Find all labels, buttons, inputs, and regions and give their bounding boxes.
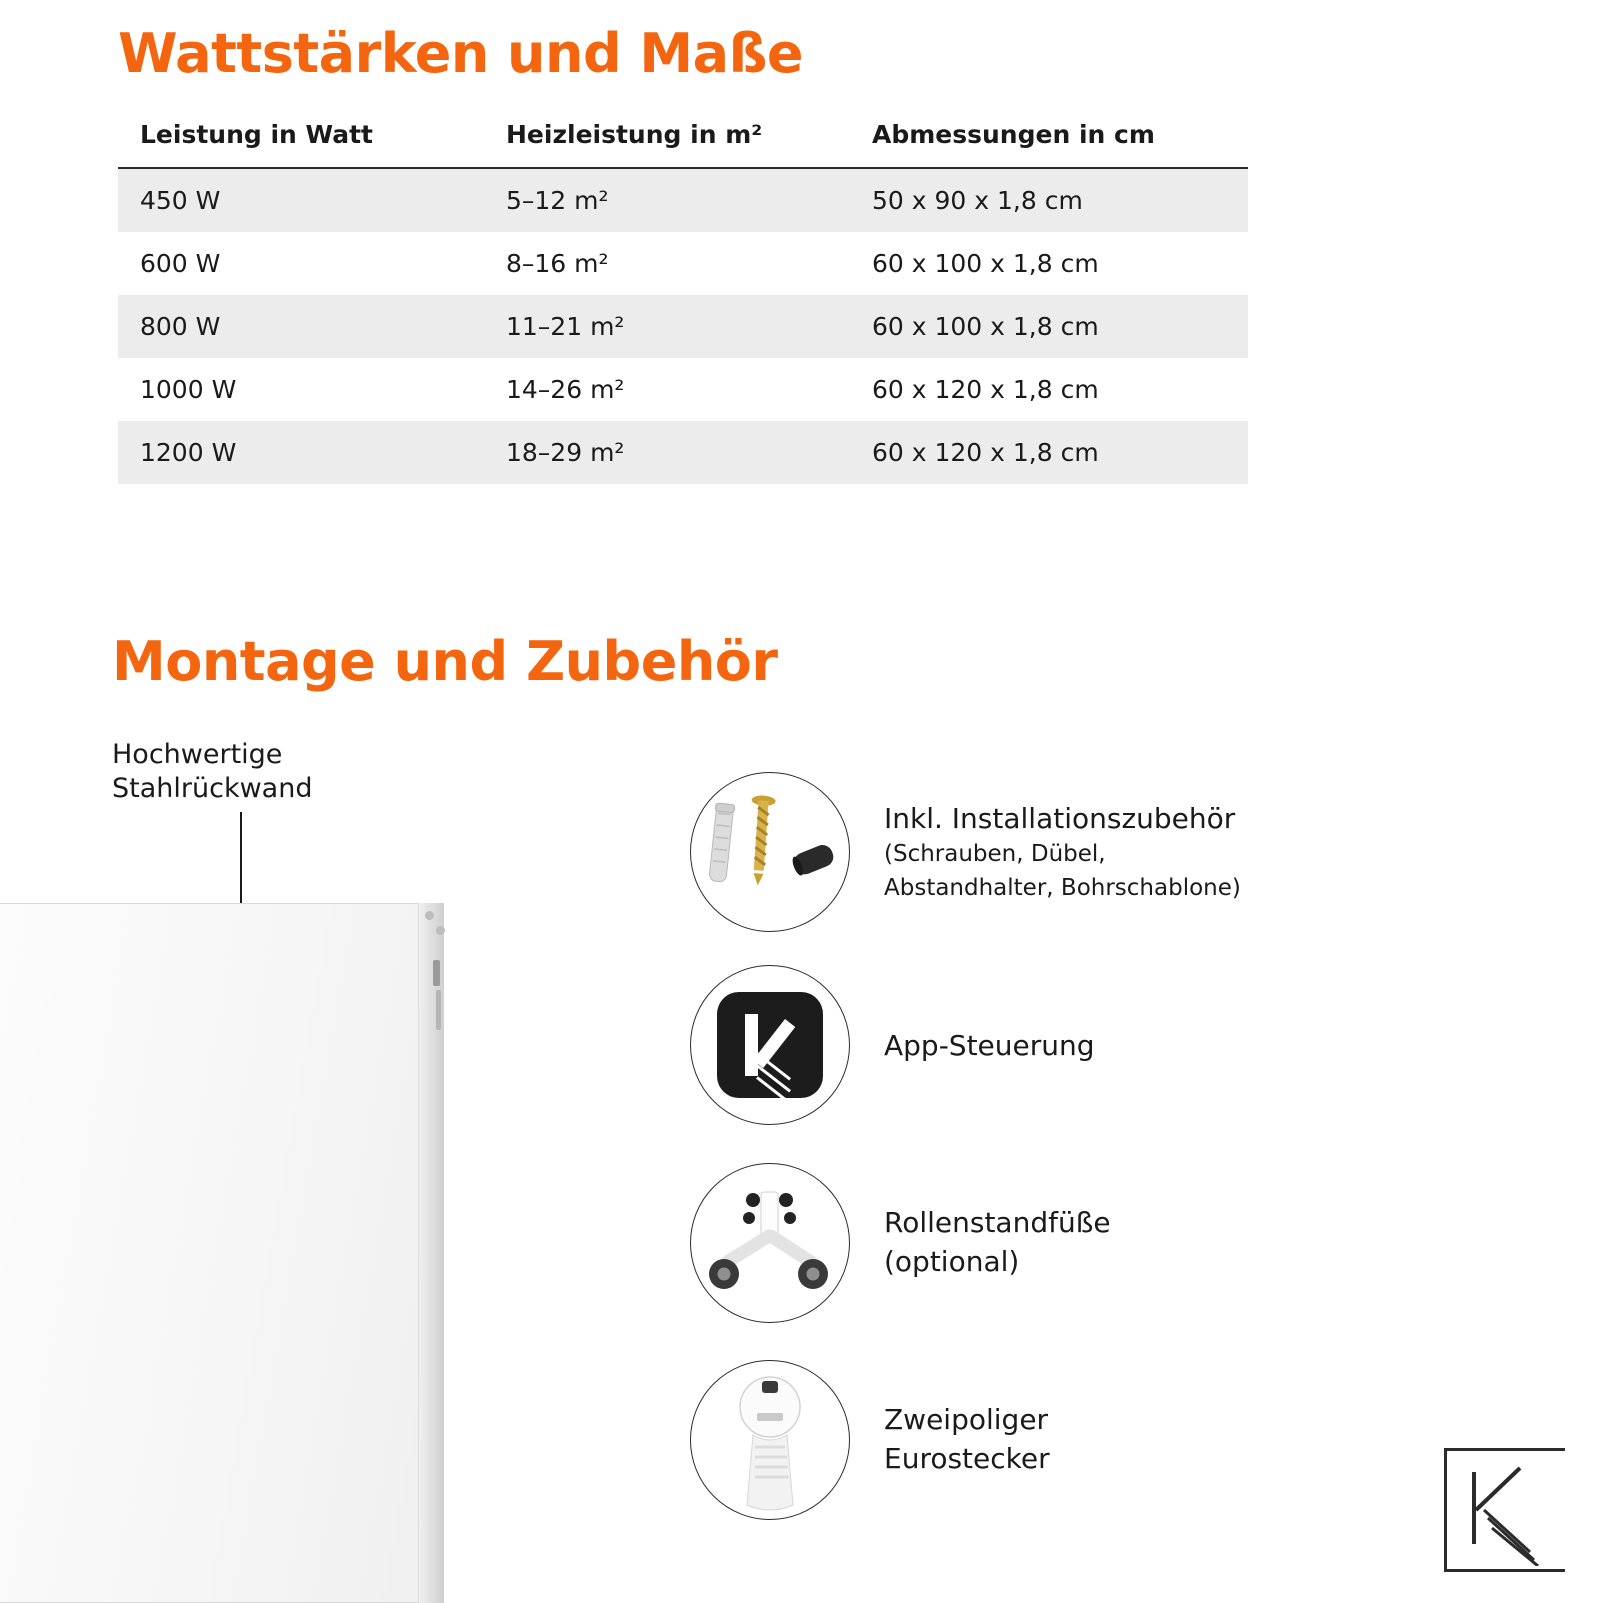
panel-bracket-icon bbox=[436, 990, 441, 1030]
cell-heating-area: 11–21 m² bbox=[484, 295, 850, 358]
cell-power: 600 W bbox=[140, 249, 221, 278]
accessory-subtitle-line-1: Eurostecker bbox=[884, 1442, 1050, 1476]
table-row bbox=[118, 232, 1248, 295]
cell-dimensions: 60 x 100 x 1,8 cm bbox=[872, 249, 1099, 278]
castor-feet-icon bbox=[690, 1163, 850, 1323]
cell-power: 1000 W bbox=[140, 375, 237, 404]
column-header-power: Leistung in Watt bbox=[118, 120, 484, 168]
cell-dimensions: 60 x 100 x 1,8 cm bbox=[850, 295, 1248, 358]
table-row bbox=[118, 295, 1248, 358]
panel-screw-icon bbox=[436, 926, 445, 935]
euro-plug-icon bbox=[690, 1360, 850, 1520]
callout-steel-backplate bbox=[112, 738, 312, 806]
accessory-subtitle-line-1: (optional) bbox=[884, 1245, 1020, 1279]
cell-heating-area: 8–16 m² bbox=[506, 249, 609, 278]
column-header-dimensions: Abmessungen in cm bbox=[850, 120, 1248, 168]
accessory-item-installation-kit bbox=[690, 772, 1241, 932]
app-tile bbox=[717, 992, 823, 1098]
accessory-title: Rollenstandfüße bbox=[884, 1206, 1111, 1240]
accessory-subtitle-line-1: (Schrauben, Dübel, bbox=[884, 840, 1106, 867]
cell-power: 800 W bbox=[118, 295, 484, 358]
screws-dowels-icon bbox=[690, 772, 850, 932]
app-icon bbox=[690, 965, 850, 1125]
table-row bbox=[118, 421, 1248, 484]
cell-heating-area: 5–12 m² bbox=[484, 168, 850, 232]
accessory-item-castor-feet bbox=[690, 1163, 1111, 1323]
table-row bbox=[118, 358, 1248, 421]
callout-line-1: Hochwertige bbox=[112, 739, 283, 770]
panel-screw-icon bbox=[425, 911, 434, 920]
column-header-heating-area: Heizleistung in m² bbox=[484, 120, 850, 168]
cell-dimensions: 50 x 90 x 1,8 cm bbox=[850, 168, 1248, 232]
accessory-title: Inkl. Installationszubehör bbox=[884, 801, 1236, 835]
table-header-row bbox=[118, 120, 1248, 168]
callout-leader-line bbox=[240, 812, 242, 907]
cell-heating-area: 14–26 m² bbox=[506, 375, 625, 404]
cell-heating-area: 18–29 m² bbox=[484, 421, 850, 484]
cell-power: 450 W bbox=[118, 168, 484, 232]
panel-bracket-icon bbox=[433, 960, 440, 986]
accessory-title: App-Steuerung bbox=[884, 1028, 1095, 1062]
page-title-montage: Montage und Zubehör bbox=[112, 630, 778, 693]
cell-power: 1200 W bbox=[118, 421, 484, 484]
cell-dimensions: 60 x 120 x 1,8 cm bbox=[872, 375, 1099, 404]
callout-line-2: Stahlrückwand bbox=[112, 772, 313, 804]
table-row bbox=[118, 168, 1248, 232]
accessory-title: Zweipoliger bbox=[884, 1403, 1049, 1437]
page-title-specs: Wattstärken und Maße bbox=[118, 22, 804, 85]
accessory-item-euro-plug bbox=[690, 1360, 1050, 1520]
accessory-item-app-control bbox=[690, 965, 1095, 1125]
app-logo-diagonal bbox=[753, 1019, 795, 1068]
brand-logo-icon bbox=[1444, 1448, 1562, 1566]
cell-dimensions: 60 x 120 x 1,8 cm bbox=[850, 421, 1248, 484]
specs-table bbox=[118, 120, 1248, 484]
accessory-subtitle-line-2: Abstandhalter, Bohrschablone) bbox=[884, 874, 1241, 901]
heater-panel-image bbox=[0, 903, 444, 1603]
